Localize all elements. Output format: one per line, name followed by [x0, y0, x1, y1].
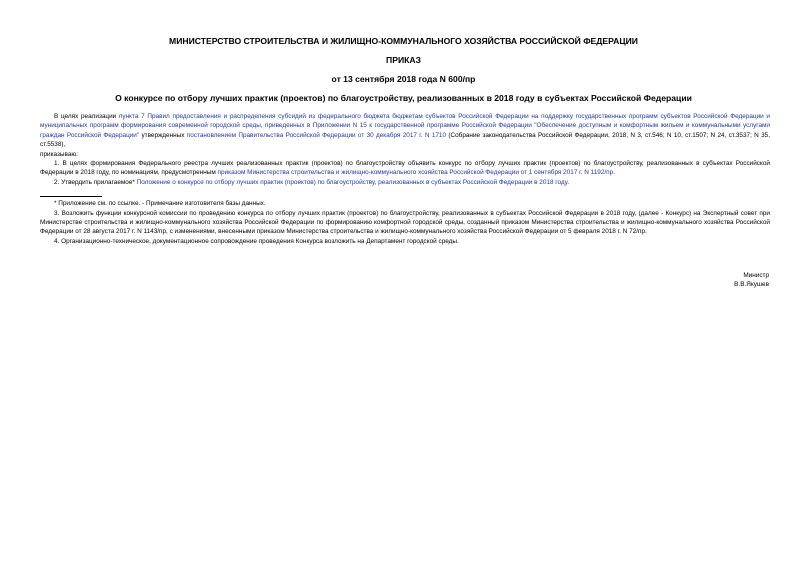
item-1-text: 1. В целях формирования Федерального реестра лучших реализованных практик (проектов) по благоустройству объявить конкурс по отбору лучших практик (проектов) по благоустройству, реализованных в субъектах Российской Федерации в 2018 году, по номинациям, предусмотренным — [40, 160, 770, 177]
date-number-heading: от 13 сентября 2018 года N 600/пр — [331, 74, 476, 84]
item-1-period: . — [613, 169, 615, 177]
ministry-heading: МИНИСТЕРСТВО СТРОИТЕЛЬСТВА И ЖИЛИЩНО-КОММУНАЛЬНОГО ХОЗЯЙСТВА РОССИЙСКОЙ ФЕДЕРАЦИИ — [169, 36, 638, 46]
footnote: * Приложение см. по ссылке. - Примечание изготовителя базы данных. — [54, 200, 266, 208]
regulation-link[interactable]: Положение о конкурсе по отбору лучших практик (проектов) по благоустройству, реализованных в субъектах Российской Федерации в 2018 году — [136, 178, 568, 186]
page-title: О конкурсе по отбору лучших практик (проектов) по благоустройству, реализованных в 2018 году в субъектах Российской Федерации — [115, 93, 692, 103]
preamble-text-1: В целях реализации — [54, 113, 119, 120]
document-body — [40, 112, 770, 246]
doc-type-heading: ПРИКАЗ — [386, 55, 421, 65]
item-4-paragraph: 4. Организационно-техническое, документационное сопровождение проведения Конкурса возложить на Департамент городской среды. — [54, 237, 459, 245]
order-word: приказываю: — [40, 150, 78, 158]
item-2-paragraph — [40, 178, 770, 187]
item-2-text: 2. Утвердить прилагаемое* — [54, 178, 137, 186]
rules-link[interactable]: пункта 7 Правил предоставления и распределения субсидий из федерального бюджета бюджетам субъектов Российской Федерации на поддержку государственных программ субъектов Российской Федерации и муниципальных программ формирования современной городской среды, приведенных в Приложении N 15 к государственной программе Российской Федерации "Обеспечение доступным и комфортным жильем и коммунальными услугами граждан Российской Федерации" — [40, 113, 770, 139]
government-decree-link[interactable]: постановлением Правительства Российской Федерации от 30 декабря 2017 г. N 1710 — [186, 131, 447, 139]
signature-block — [734, 271, 769, 290]
item-3-paragraph: 3. Возложить функции конкурсной комиссии по проведению конкурса по отбору лучших практик (проектов) по благоустройству, реализованных в субъектах Российской Федерации в 2018 году, (далее - Конкурс) на Экспертный совет при Министерстве строительства и жилищно-коммунального хозяйства Российской Федерации по формированию комфортной городской среды, созданный приказом Министерства строительства и жилищно-коммунального хозяйства Российской Федерации от 28 августа 2017 г. N 1143/пр, с изменениями, внесенными приказом Министерства строительства и жилищно-коммунального хозяйства Российской Федерации от 5 февраля 2018 г. N 72/пр. — [40, 209, 770, 236]
preamble-text-3: (Собрание законодательства Российской Федерации, 2018, N 3, ст.546; N 10, ст.1507; N 24, ст.3537; N 35, ст.5538), — [40, 131, 771, 149]
ministry-order-link[interactable]: приказом Министерства строительства и жилищно-коммунального хозяйства Российской Федерации от 1 сентября 2017 г. N 1192/пр — [217, 169, 614, 177]
item-2-period: . — [567, 178, 569, 186]
signatory-name: В.В.Якушев — [734, 281, 769, 289]
preamble-text-2: утвержденных — [139, 131, 187, 139]
preamble-paragraph — [40, 112, 770, 150]
footnote-divider — [40, 196, 102, 197]
item-1-paragraph — [40, 159, 770, 178]
signatory-position: Министр — [743, 272, 769, 279]
